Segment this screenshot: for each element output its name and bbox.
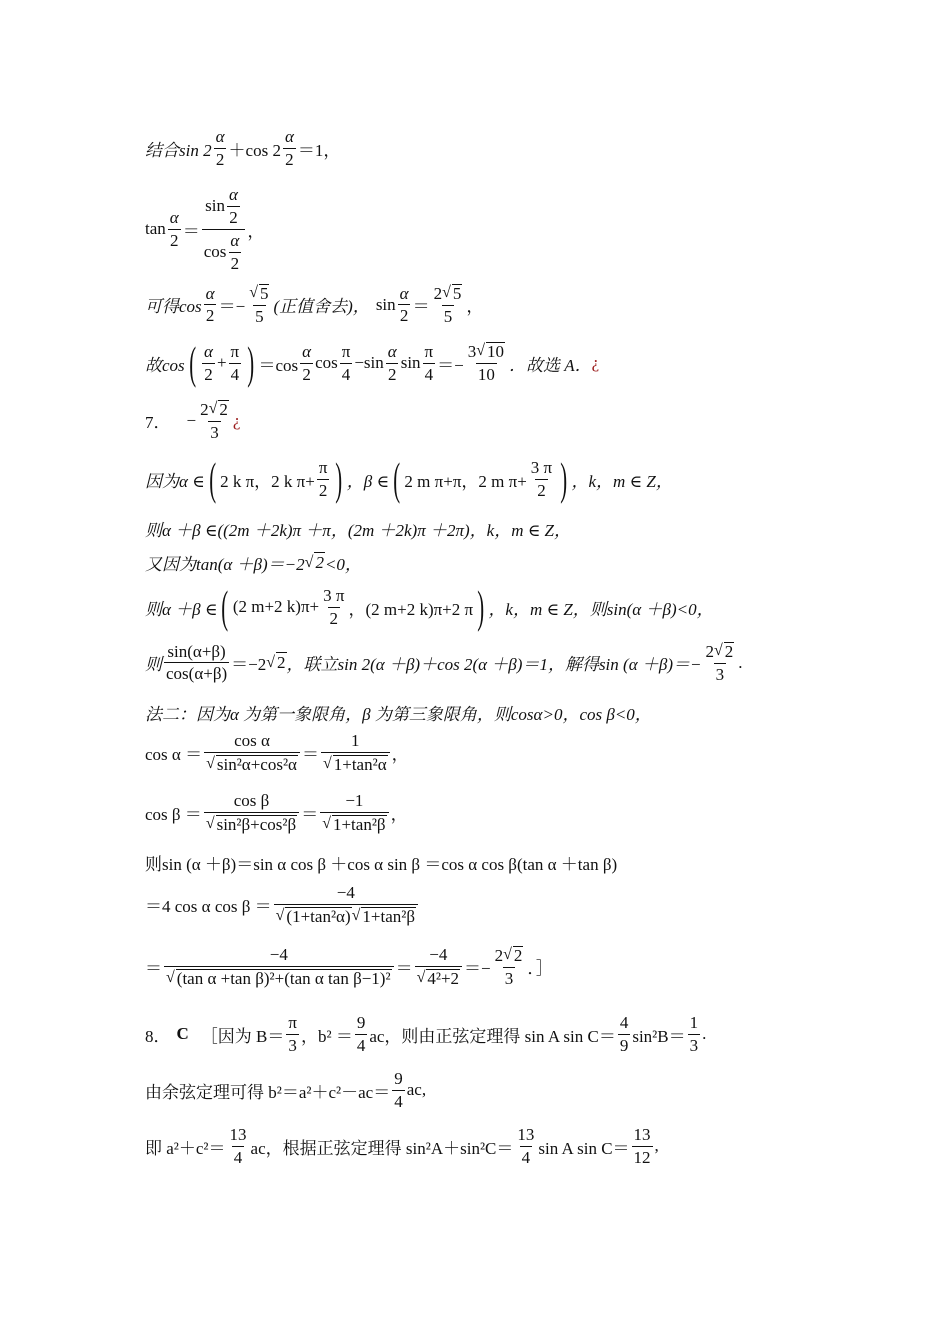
text: 因为α ∈	[145, 471, 205, 491]
radical-icon: √	[275, 906, 285, 924]
fraction	[415, 946, 462, 988]
text: (2 m+2 k)π+	[232, 597, 320, 616]
fraction	[204, 285, 217, 326]
radicand: 2	[513, 946, 523, 965]
denominator: 4	[230, 364, 240, 384]
fraction	[493, 946, 526, 988]
fraction	[320, 792, 388, 834]
line-11	[145, 700, 652, 725]
right-paren-icon: )	[335, 453, 343, 504]
text: ac，则由正弦定理得 sin A sin C＝	[369, 1026, 616, 1046]
text: ＝1，	[297, 140, 341, 160]
radicand: (tan α +tan β)²+(tan α tan β−1)²	[176, 968, 391, 988]
text: 3	[467, 341, 477, 361]
radical-icon: √	[206, 754, 215, 772]
radicand: 4²+2	[427, 968, 460, 988]
radical	[305, 552, 325, 573]
line-16	[145, 946, 553, 988]
numerator	[493, 946, 526, 967]
line-15	[145, 884, 420, 926]
fraction	[283, 128, 296, 169]
text: ［因为 B＝	[200, 1026, 285, 1046]
denominator: 3	[504, 968, 514, 988]
radical-icon: √	[713, 642, 723, 660]
denominator: 4	[341, 364, 351, 384]
fraction	[355, 1014, 368, 1055]
denominator: 4	[356, 1035, 366, 1055]
text: ac，根据正弦定理得 sin²A＋sin²C＝	[250, 1138, 514, 1158]
text: 法二：因为α 为第一象限角，β 为第三象限角，则cosα>0，cos β<0，	[145, 705, 652, 724]
fraction	[204, 792, 299, 834]
numerator	[432, 284, 465, 305]
item-number: 8．	[145, 1026, 171, 1046]
text: ＝	[301, 805, 319, 825]
text: cos	[315, 353, 338, 372]
text: 2	[433, 283, 443, 303]
fraction	[340, 343, 353, 384]
numerator: cos α	[234, 731, 270, 750]
numerator: α	[302, 341, 312, 361]
right-paren-icon: )	[477, 581, 485, 632]
line-4	[145, 337, 600, 388]
radical-icon: √	[304, 553, 314, 571]
text: ，	[390, 805, 408, 825]
text: sin A sin C＝	[538, 1138, 630, 1158]
text: −sin	[354, 353, 384, 372]
left-paren-icon: (	[393, 453, 401, 504]
radicand: 5	[452, 284, 462, 303]
numerator: π	[424, 341, 434, 361]
fraction	[202, 343, 215, 384]
numerator: 13	[229, 1125, 247, 1144]
numerator: 9	[394, 1069, 403, 1088]
numerator: α	[399, 283, 409, 303]
denominator: 4	[394, 1091, 403, 1111]
numerator	[703, 642, 736, 663]
text: ，b² ＝	[300, 1026, 353, 1046]
numerator: α	[387, 341, 397, 361]
fraction	[274, 884, 418, 926]
line-8	[145, 550, 362, 575]
numerator: α	[204, 341, 213, 361]
denominator: 2	[215, 149, 225, 169]
numerator: 4	[619, 1013, 629, 1032]
radicand: sin²α+cos²α	[216, 754, 297, 774]
denominator	[321, 752, 390, 774]
line-3	[145, 284, 483, 326]
text: cos	[203, 242, 227, 262]
denominator	[164, 966, 394, 988]
fraction	[688, 1014, 701, 1055]
numerator: π	[288, 1013, 297, 1032]
radical-icon: √	[351, 906, 361, 924]
text: sin	[375, 294, 396, 314]
numerator: α	[284, 127, 294, 146]
line-12	[145, 732, 409, 774]
denominator: 2	[229, 207, 238, 227]
text: ，k，m ∈ Z，	[571, 471, 673, 491]
fraction	[286, 1014, 299, 1055]
text: ＝4 cos α cos β ＝	[145, 897, 272, 917]
fraction	[214, 128, 227, 169]
radicand: (1+tan²α)	[286, 906, 351, 926]
denominator: 4	[424, 364, 434, 384]
fraction	[398, 285, 411, 326]
fraction	[515, 1126, 536, 1167]
answer-choice: C	[176, 1024, 189, 1044]
text: 2	[494, 945, 504, 965]
text: ＝cos	[258, 355, 299, 375]
numerator	[247, 284, 271, 305]
text: .	[738, 652, 743, 672]
denominator	[320, 812, 388, 834]
fraction	[618, 1014, 631, 1055]
denominator: 3	[288, 1035, 297, 1055]
radical-icon: √	[476, 342, 486, 360]
text: 2 k π，2 k π+	[220, 471, 315, 491]
text: ＝	[301, 745, 319, 765]
numerator: 3 π	[530, 457, 553, 477]
line-14	[145, 850, 617, 875]
radical-icon: √	[266, 653, 276, 671]
line-13	[145, 792, 408, 834]
text: 2 m π+π，2 m π+	[404, 471, 527, 491]
numerator: α	[230, 230, 240, 250]
fraction	[321, 732, 390, 774]
numerator: −1	[345, 791, 364, 810]
text: ＝−	[218, 297, 246, 317]
text: (正值舍去)，	[273, 297, 370, 317]
radical-icon: √	[322, 754, 332, 772]
text: 则α ＋β ∈	[145, 599, 218, 619]
line-2	[145, 186, 264, 272]
text: ＝	[182, 221, 200, 241]
numerator: −4	[269, 945, 288, 964]
text: +	[216, 353, 227, 372]
radical-icon: √	[208, 400, 218, 418]
numerator: α	[215, 127, 225, 146]
line-19	[145, 1126, 659, 1167]
fraction	[229, 343, 242, 384]
fraction	[300, 343, 313, 384]
text: 可得cos	[145, 297, 202, 317]
radicand: 1+tan²α	[333, 754, 387, 774]
text: ¿	[591, 353, 600, 372]
text: cos α ＝	[145, 745, 203, 765]
numerator: π	[341, 341, 351, 361]
fraction	[317, 459, 330, 500]
text: ＝	[412, 297, 430, 317]
numerator: α	[228, 185, 238, 204]
numerator: 9	[356, 1013, 366, 1032]
numerator	[203, 186, 244, 229]
text: ，联立sin 2(α ＋β)＋cos 2(α ＋β)＝1，解得sin (α ＋β)＝−	[286, 655, 702, 675]
denominator: 2	[170, 230, 179, 250]
denominator: 10	[477, 365, 495, 384]
denominator: 2	[318, 480, 328, 500]
line-9	[145, 581, 714, 632]
text: 2	[705, 641, 714, 661]
denominator: 2	[399, 306, 409, 326]
text: ¿	[232, 410, 241, 430]
line-5	[145, 400, 240, 442]
denominator	[204, 812, 299, 834]
denominator: 2	[537, 480, 546, 500]
numerator: α	[205, 283, 215, 303]
text: ＋cos 2	[228, 140, 281, 160]
numerator: 13	[633, 1125, 651, 1144]
left-paren-icon: (	[221, 581, 229, 632]
fraction	[321, 587, 346, 628]
text: ．］	[527, 959, 553, 979]
text: 故cos	[145, 355, 185, 375]
fraction	[423, 343, 436, 384]
denominator: 2	[302, 364, 311, 384]
denominator	[204, 752, 300, 774]
fraction	[228, 232, 241, 273]
text: sin	[205, 196, 225, 216]
radical	[276, 907, 352, 926]
text: ，k，m ∈ Z，则sin(α ＋β)<0，	[488, 599, 714, 619]
numerator: α	[169, 207, 179, 227]
fraction	[247, 284, 271, 326]
text: <0，	[324, 555, 362, 574]
text: sin²B＝	[632, 1026, 686, 1046]
text: ，	[247, 221, 265, 241]
radicand: sin²β+cos²β	[216, 814, 297, 834]
text: sin	[400, 353, 421, 372]
radical	[352, 907, 416, 926]
denominator	[415, 966, 462, 988]
denominator: 2	[329, 608, 339, 628]
numerator: −4	[429, 945, 448, 964]
denominator: 3	[210, 422, 219, 442]
fraction	[227, 186, 240, 227]
denominator	[202, 229, 246, 273]
radicand: 5	[259, 284, 269, 303]
fraction	[198, 400, 231, 442]
radicand: 2	[277, 653, 286, 673]
text: ＝−2	[231, 655, 267, 675]
text: ，(2 m+2 k)π+2 π	[348, 599, 474, 619]
line-18	[145, 1070, 426, 1111]
text: .	[702, 1024, 707, 1044]
text: ＝	[145, 959, 162, 979]
denominator: 2	[204, 364, 213, 384]
fraction	[703, 642, 736, 684]
denominator: 9	[619, 1035, 629, 1055]
text: −	[186, 410, 197, 430]
left-paren-icon: (	[188, 337, 196, 388]
text: 2	[200, 399, 209, 419]
fraction	[392, 1070, 405, 1111]
numerator: 1	[351, 731, 360, 750]
text: 结合sin 2	[145, 140, 212, 160]
radical	[266, 652, 286, 673]
radical-icon: √	[205, 814, 215, 832]
fraction	[164, 946, 394, 988]
denominator: 3	[715, 664, 725, 684]
fraction	[204, 732, 300, 774]
numerator: 1	[689, 1013, 699, 1032]
text: ，	[466, 297, 484, 317]
text: ac,	[406, 1080, 427, 1100]
item-number: 7．	[145, 413, 171, 433]
radicand: 2	[315, 553, 324, 572]
text: ，	[391, 745, 409, 765]
denominator: 5	[443, 306, 453, 326]
numerator	[198, 400, 231, 421]
left-paren-icon: (	[208, 453, 216, 504]
denominator: 12	[633, 1147, 651, 1167]
right-paren-icon: )	[560, 453, 568, 504]
numerator	[466, 342, 507, 363]
line-6	[145, 453, 673, 504]
fraction	[529, 459, 554, 500]
numerator: −4	[336, 883, 355, 902]
numerator: cos β	[233, 791, 270, 810]
radicand: 1+tan²β	[332, 814, 386, 834]
radicand: 2	[219, 400, 228, 419]
numerator: π	[230, 341, 240, 361]
denominator: 5	[255, 306, 264, 326]
radical-icon: √	[416, 968, 426, 986]
denominator: 2	[230, 253, 240, 273]
numerator: π	[318, 457, 328, 477]
text: cos β ＝	[145, 805, 202, 825]
fraction	[632, 1126, 653, 1167]
fraction	[432, 284, 465, 326]
text: ＝−	[437, 355, 464, 375]
numerator: 3 π	[323, 585, 345, 605]
fraction	[228, 1126, 249, 1167]
text: 由余弦定理可得 b²＝a²＋c²－ac＝	[145, 1082, 391, 1102]
line-17	[145, 1014, 706, 1055]
line-7	[145, 516, 571, 541]
line-10	[145, 642, 743, 684]
text: 即 a²＋c²＝	[145, 1138, 226, 1158]
radical-icon: √	[503, 946, 512, 964]
text: ＝	[395, 959, 413, 979]
radicand: 10	[487, 342, 505, 362]
denominator: 2	[205, 306, 215, 326]
fraction	[466, 342, 507, 384]
line-1	[145, 128, 340, 169]
text: 则α ＋β ∈((2m ＋2k)π ＋π，(2m ＋2k)π ＋2π)，k，m ∈ Z，	[145, 521, 572, 540]
numerator: 13	[517, 1125, 535, 1144]
denominator	[274, 904, 418, 926]
text: 又因为tan(α ＋β)＝−2	[145, 555, 305, 574]
fraction	[386, 343, 399, 384]
denominator: 4	[521, 1147, 531, 1167]
denominator: 3	[689, 1035, 699, 1055]
denominator: 2	[387, 364, 397, 384]
fraction	[164, 643, 229, 684]
denominator: 4	[233, 1147, 243, 1167]
text: tan	[145, 219, 166, 239]
radical-icon: √	[249, 284, 258, 302]
text: 则sin (α ＋β)＝sin α cos β ＋cos α sin β ＝cos α cos β(tan α ＋tan β)	[145, 855, 618, 874]
text: ＝−	[464, 959, 491, 979]
fraction	[168, 209, 181, 250]
right-paren-icon: )	[247, 337, 255, 388]
radical-icon: √	[442, 284, 451, 302]
radical-icon: √	[166, 968, 175, 986]
text: ,	[654, 1136, 659, 1156]
fraction	[202, 186, 246, 272]
denominator: cos(α+β)	[166, 664, 228, 684]
text: ，β ∈	[346, 471, 390, 491]
radical-icon: √	[322, 814, 331, 832]
text: ．故选 A．	[509, 355, 592, 375]
denominator: 2	[285, 149, 294, 169]
radicand: 2	[724, 642, 734, 661]
radicand: 1+tan²β	[362, 906, 415, 926]
text: 则	[145, 655, 162, 675]
numerator: sin(α+β)	[167, 641, 226, 661]
